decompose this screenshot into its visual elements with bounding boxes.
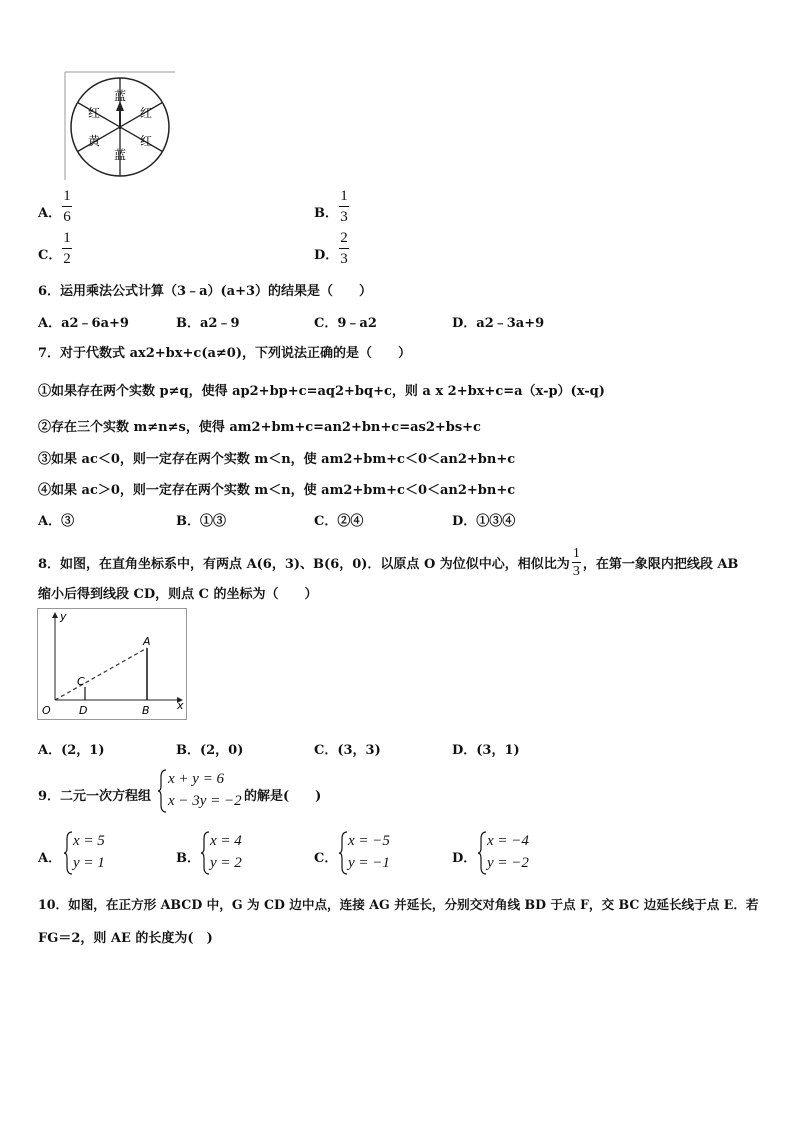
q5-option-b-fraction [339,188,349,225]
q9-eq2: x − 3y = −2 [168,793,242,809]
q8-stem-post: ，在第一象限内把线段 AB [582,557,739,572]
q9-stem-pre: 9．二元一次方程组 [38,789,152,804]
origin-label: O [42,704,51,717]
q6-option: C．9﹣a2 [314,316,377,331]
point-d-label: D [79,704,88,717]
q9-stem-post: 的解是( ) [244,789,322,804]
q9-eq1: x + y = 6 [168,771,225,787]
spinner-figure [64,71,176,181]
q7-option: A．③ [38,514,75,529]
spinner-label: 红 [87,106,101,120]
numerator: 1 [340,188,348,204]
q8-coordinate-figure [37,608,187,720]
x-value: x = 4 [210,833,242,849]
denominator: 3 [340,209,348,225]
y-value: y = 1 [73,855,105,871]
denominator: 2 [63,251,71,267]
spinner-label: 蓝 [113,89,127,103]
q8-stem-pre: 8．如图，在直角坐标系中，有两点 A(6，3)、B(6，0)．以原点 O 为位似中心，相似比为 [38,557,570,572]
q6-option: A．a2﹣6a+9 [38,316,129,331]
y-value: y = −1 [348,855,390,871]
spinner-label: 红 [139,106,153,120]
brace [338,831,348,879]
q7-option: C．②④ [314,514,364,529]
q9-system [168,768,242,812]
spinner-label: 红 [139,134,153,148]
point-a-label: A [143,635,151,648]
q7-statement-1: ①如果存在两个实数 p≠q，使得 ap2+bp+c=aq2+bq+c，则 a x 2+bx+c=a（x-p）(x-q) [38,384,605,399]
q9-option-c-system [348,830,390,874]
brace [63,831,73,879]
q10-stem-line1: 10．如图，在正方形 ABCD 中，G 为 CD 边中点，连接 AG 并延长，分别交对角线 BD 于点 F，交 BC 边延长线于点 E．若 [38,897,759,912]
q8-option: C．(3，3) [314,743,381,758]
brace [477,831,487,879]
q9-option-d-label: D． [452,851,477,866]
q5-option-c-label: C． [38,248,62,263]
q9-option-b-system [210,830,242,874]
q9-option-c-label: C． [314,851,338,866]
point-b-label: B [142,704,150,717]
x-axis-label: x [177,699,184,712]
q6-option: D．a2﹣3a+9 [452,316,545,331]
x-value: x = −4 [487,833,529,849]
q8-option: A．(2，1) [38,743,105,758]
q9-system-brace [157,769,167,817]
spinner-label: 黄 [87,134,101,148]
numerator: 1 [63,230,71,246]
point-c-label: C [77,675,85,688]
numerator: 1 [63,188,71,204]
y-value: y = 2 [210,855,242,871]
q7-statement-4: ④如果 ac＞0，则一定存在两个实数 m＜n，使 am2+bm+c＜0＜an2+bn+c [38,483,516,498]
brace [200,831,210,879]
q5-option-a-fraction [62,188,72,225]
q5-option-a-label: A． [38,206,62,221]
spinner-label: 蓝 [113,148,127,162]
q7-statement-2: ②存在三个实数 m≠n≠s，使得 am2+bm+c=an2+bn+c=as2+bs+c [38,420,481,435]
q5-option-d-label: D． [314,248,339,263]
q8-stem-line2: 缩小后得到线段 CD，则点 C 的坐标为（ ） [38,587,318,602]
q5-option-c-fraction [62,230,72,267]
q7-stem: 7．对于代数式 ax2+bx+c(a≠0)，下列说法正确的是（ ） [38,346,411,361]
q8-option: D．(3，1) [452,743,520,758]
denominator: 6 [63,209,71,225]
q9-option-a-system [73,830,105,874]
x-value: x = 5 [73,833,105,849]
y-value: y = −2 [487,855,529,871]
x-value: x = −5 [348,833,390,849]
q7-option: D．①③④ [452,514,516,529]
q5-option-b-label: B． [314,206,338,221]
q6-option: B．a2﹣9 [176,316,240,331]
q8-stem-line1 [38,546,738,579]
q10-stem-line2: FG＝2，则 AE 的长度为( ) [38,931,213,946]
q9-option-a-label: A． [38,851,62,866]
denominator: 3 [572,564,580,579]
denominator: 3 [340,251,348,267]
numerator: 2 [340,230,348,246]
q5-option-d-fraction [339,230,349,267]
y-axis-label: y [60,610,67,623]
q7-option: B．①③ [176,514,226,529]
q8-option: B．(2，0) [176,743,244,758]
q9-option-d-system [487,830,529,874]
q6-stem: 6．运用乘法公式计算（3﹣a）(a+3）的结果是（ ） [38,284,373,299]
numerator: 1 [572,546,580,561]
q9-option-b-label: B． [176,851,200,866]
q8-ratio-fraction [572,546,581,579]
q7-statement-3: ③如果 ac＜0，则一定存在两个实数 m＜n，使 am2+bm+c＜0＜an2+bn+c [38,452,516,467]
